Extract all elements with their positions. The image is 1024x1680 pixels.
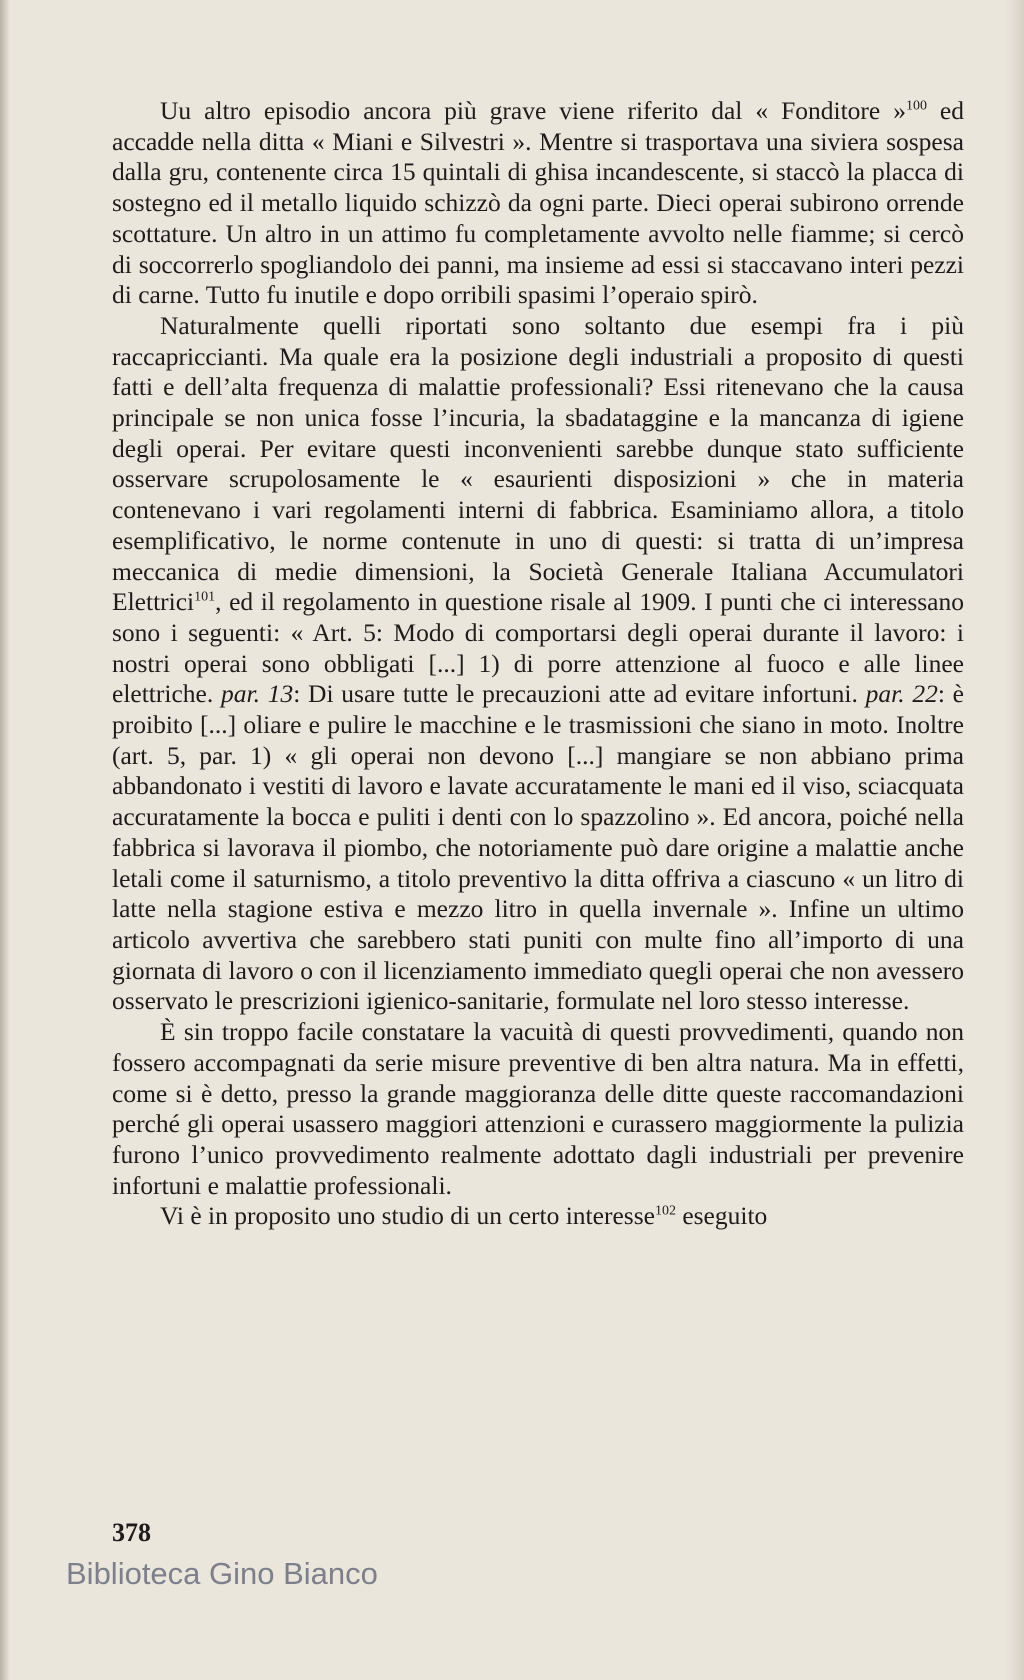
paragraph-2 [112,311,964,1017]
page-number: 378 [112,1518,151,1547]
paragraph-1 [112,96,964,311]
text-run: Vi è in proposito uno studio di un certo interesse [160,1201,655,1231]
text-run: : Di usare tutte le precauzioni atte ad evitare infortuni. [293,679,866,709]
text-run: eseguito [675,1201,768,1231]
text-run: Naturalmente quelli riportati sono soltanto due esempi fra i più raccapriccianti. Ma quale era la posizione degli industriali a proposito di questi fatti e dell’alta frequenza di malattie professionali? Essi ritenevano che la causa principale se non unica fosse l’incuria, la sbadataggine e la mancanza di igiene degli operai. Per evitare questi inconvenienti sarebbe dunque stato sufficiente osservare scrupolosamente le « esaurienti disposizioni » che in materia contenevano i vari regolamenti interni di fabbrica. Esaminiamo allora, a titolo esemplificativo, le norme contenute in uno di questi: si tratta di un’impresa meccanica di medie dimensioni, la Società Generale Italiana Accumulatori Elettrici [112,310,964,617]
page-edge-shadow [1006,0,1024,1680]
italic-par-ref: par. 13 [220,679,294,709]
library-watermark: Biblioteca Gino Bianco [66,1556,378,1591]
text-run: È sin troppo facile constatare la vacuità di questi provvedimenti, quando non fossero accompagnati da serie misure preventive di ben altra natura. Ma in effetti, come si è detto, presso la grande maggioranza delle ditte queste raccomandazioni perché gli operai usassero maggiori attenzioni e curassero maggiormente la pulizia furono l’unico provvedimento realmente adottato dagli industriali per prevenire infortuni e malattie professionali. [112,1017,964,1200]
text-run: , ed il regolamento in questione risale al 1909. I punti che ci interessano sono i seguenti: « Art. 5: Modo di comportarsi degli operai durante il lavoro: i nostri operai sono obbligati [...] 1) di porre attenzione al fuoco e alle linee elettriche. [112,587,964,709]
text-run: : è proibito [...] oliare e pulire le macchine e le trasmissioni che siano in moto. Inoltre (art. 5, par. 1) « gli operai non devono [...] mangiare se non abbiano prima abbandonato i vestiti di lavoro e lavate accuratamente le mani ed il viso, sciacquata accuratamente la bocca e puliti i denti con lo spazzolino ». Ed ancora, poiché nella fabbrica si lavorava il piombo, che notoriamente può dare origine a malattie anche letali come il saturnismo, a titolo preventivo la ditta offriva a ciascuno « un litro di latte nella stagione estiva e mezzo litro in quella invernale ». Infine un ultimo articolo avvertiva che sarebbero stati puniti con multe fino all’importo di una giornata di lavoro o con il licenziamento immediato quegli operai che non avessero osservato le prescrizioni igienico-sanitarie, formulate nel loro stesso interesse. [112,679,964,1016]
footnote-ref-100: 100 [905,98,927,114]
footnote-ref-101: 101 [194,589,216,605]
book-spine-shadow [0,0,10,1680]
footnote-ref-102: 102 [654,1203,676,1219]
text-run: ed accadde nella ditta « Miani e Silvestri ». Mentre si trasportava una siviera sospesa dalla gru, contenente circa 15 quintali di ghisa incandescente, si staccò la placca di sostegno ed il metallo liquido schizzò da ogni parte. Dieci operai subirono orrende scottature. Un altro in un attimo fu completamente avvolto nelle fiamme; si cercò di soccorrerlo spogliandolo dei panni, ma insieme ad essi si staccavano interi pezzi di carne. Tutto fu inutile e dopo orribili spasimi l’operaio spirò. [112,96,964,310]
italic-par-ref: par. 22 [865,679,938,709]
text-run: Uu altro episodio ancora più grave viene riferito dal « Fonditore » [160,96,906,125]
paragraph-3 [112,1017,964,1201]
paragraph-4 [112,1201,964,1232]
body-text [112,96,964,1232]
